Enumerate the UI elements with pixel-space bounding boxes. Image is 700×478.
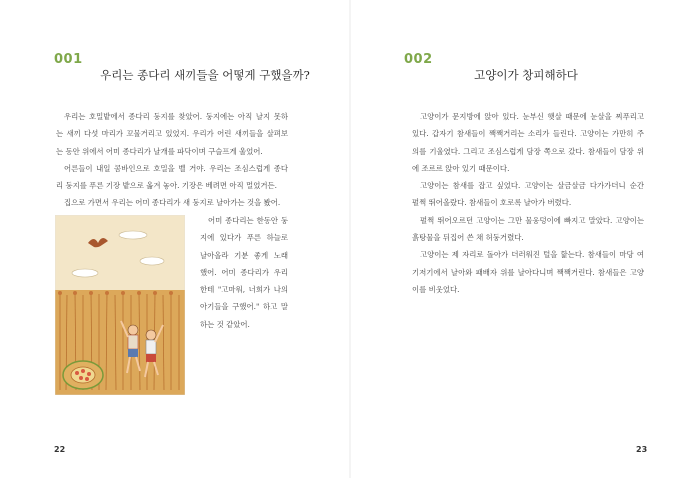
body-line: 고양이는 참새를 잡고 싶었다. 고양이는 살금살금 다가가더니 순간: [420, 181, 644, 191]
body-line: 어른들이 내일 콤바인으로 호밀을 벨 거야. 우리는 조심스럽게 종다: [64, 163, 288, 173]
story-title: 우리는 종다리 새끼들을 어떻게 구했을까?: [100, 68, 310, 82]
body-line: 있다. 갑자기 참새들이 짹짹거리는 소리가 들린다. 고양이는 가만히 주: [412, 129, 644, 139]
page-number: 22: [54, 445, 66, 454]
story-number: 002: [404, 52, 433, 67]
body-line: 에 조르르 앉아 있기 때문이다.: [412, 163, 510, 173]
body-line: 하는 것 같았어.: [200, 319, 250, 329]
body-line: 기저기에서 날아와 패배자 위를 날아다니며 짹짹거린다. 참새들은 고양: [412, 267, 644, 277]
story-number: 001: [54, 52, 83, 67]
story-title: 고양이가 창피해하다: [474, 68, 578, 82]
body-line: 고양이는 제 자리로 돌아가 더러워진 털을 핥는다. 참새들이 마당 여: [420, 250, 644, 260]
page-number: 23: [636, 445, 648, 454]
body-line: 는 새끼 다섯 마리가 꼬물거리고 있었지. 우리가 어린 새끼들을 살펴보: [56, 129, 288, 139]
right-page: [350, 0, 700, 478]
children-in-field-illustration: [55, 215, 185, 395]
body-line: 이를 비웃었다.: [412, 284, 460, 294]
story-body: [412, 108, 644, 298]
body-line: 흙탕물을 뒤집어 쓴 채 허둥거렸다.: [412, 233, 524, 243]
body-line: 아기들을 구했어." 하고 말: [200, 302, 288, 312]
body-line: 고양이가 문지방에 앉아 있다. 눈부신 햇살 때문에 눈살을 찌푸리고: [420, 112, 644, 121]
body-line: 펄쩍 뛰어오르던 고양이는 그만 물웅덩이에 빠지고 말았다. 고양이는: [420, 215, 644, 225]
body-line: 지에 있다가 푸른 하늘로: [200, 233, 288, 243]
body-line: 어미 종다리는 한동안 둥: [208, 216, 288, 225]
body-line: 우리는 호밀밭에서 종다리 둥지를 찾았어. 둥지에는 아직 날지 못하: [64, 112, 288, 121]
story-body-top: [56, 108, 288, 212]
body-line: 의를 기울였다. 그리고 조심스럽게 담장 쪽으로 갔다. 참새들이 담장 위: [412, 146, 644, 156]
body-line: 는 동안 위에서 어미 종다리가 날개를 파닥이며 구슬프게 울었어.: [56, 146, 263, 156]
story-body-side: [200, 212, 288, 333]
body-line: 집으로 가면서 우리는 어미 종다리가 새 둥지로 날아가는 것을 봤어.: [64, 198, 281, 208]
body-line: 한테 "고마워, 너희가 나의: [200, 285, 288, 295]
body-line: 했어. 어미 종다리가 우리: [200, 267, 288, 277]
body-line: 리 둥지를 푸른 기장 밭으로 옮겨 놓아. 기장은 베려면 아직 멀었거든.: [56, 181, 277, 191]
body-line: 날아올라 기분 좋게 노래: [200, 250, 288, 260]
body-line: 펄쩍 뛰어올랐다. 참새들이 호로록 날아가 버렸다.: [412, 198, 572, 208]
